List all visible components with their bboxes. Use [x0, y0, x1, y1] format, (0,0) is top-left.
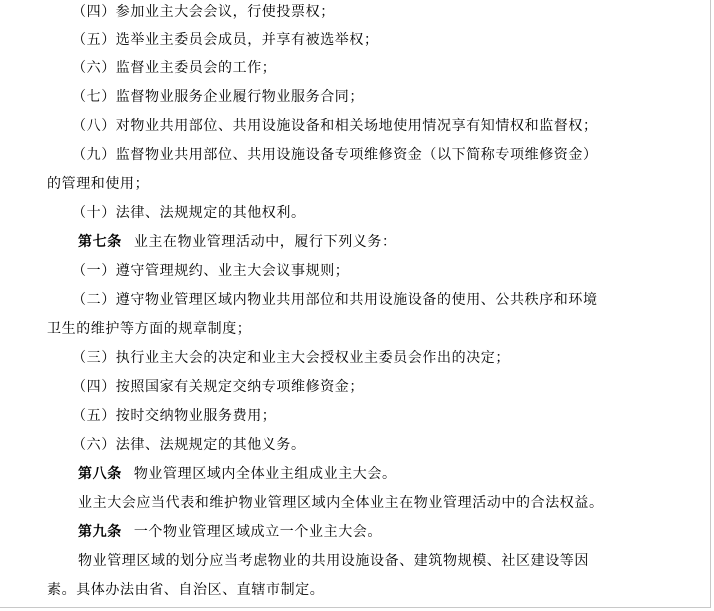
text-line: 卫生的维护等方面的规章制度；	[47, 321, 252, 337]
text-line: （六）法律、法规规定的其他义务。	[72, 437, 306, 453]
text-line: （二）遵守物业管理区域内物业共用部位和共用设施设备的使用、公共秩序和环境	[72, 292, 598, 308]
text-line: （五）按时交纳物业服务费用；	[72, 408, 277, 424]
text-line: （一）遵守管理规约、业主大会议事规则；	[72, 263, 350, 279]
text-line: （七）监督物业服务企业履行物业服务合同；	[72, 89, 364, 105]
text-line: 物业管理区域的划分应当考虑物业的共用设施设备、建筑物规模、社区建设等因	[78, 553, 589, 569]
text-line: （四）参加业主大会会议，行使投票权；	[72, 4, 335, 20]
text-line: 素。具体办法由省、自治区、直辖市制定。	[47, 582, 325, 598]
text-line: （五）选举业主委员会成员，并享有被选举权；	[72, 32, 379, 48]
text-line: （十）法律、法规规定的其他权利。	[72, 205, 306, 221]
text-line: （九）监督物业共用部位、共用设施设备专项维修资金（以下简称专项维修资金）	[72, 147, 598, 163]
article-number: 第九条	[78, 524, 122, 540]
text-line: （八）对物业共用部位、共用设施设备和相关场地使用情况享有知情权和监督权；	[72, 118, 598, 134]
text-line: （三）执行业主大会的决定和业主大会授权业主委员会作出的决定；	[72, 350, 510, 366]
article-number: 第八条	[78, 466, 122, 482]
text-line: 的管理和使用；	[47, 176, 150, 192]
text-line: （六）监督业主委员会的工作；	[72, 60, 277, 76]
article-heading-line: 第九条 一个物业管理区域成立一个业主大会。	[78, 524, 383, 540]
text-line: 业主大会应当代表和维护物业管理区域内全体业主在物业管理活动中的合法权益。	[78, 495, 604, 511]
article-number: 第七条	[78, 234, 122, 250]
article-heading-line: 第七条 业主在物业管理活动中，履行下列义务：	[78, 234, 397, 250]
article-heading-line: 第八条 物业管理区域内全体业主组成业主大会。	[78, 466, 397, 482]
text-line: （四）按照国家有关规定交纳专项维修资金；	[72, 379, 364, 395]
